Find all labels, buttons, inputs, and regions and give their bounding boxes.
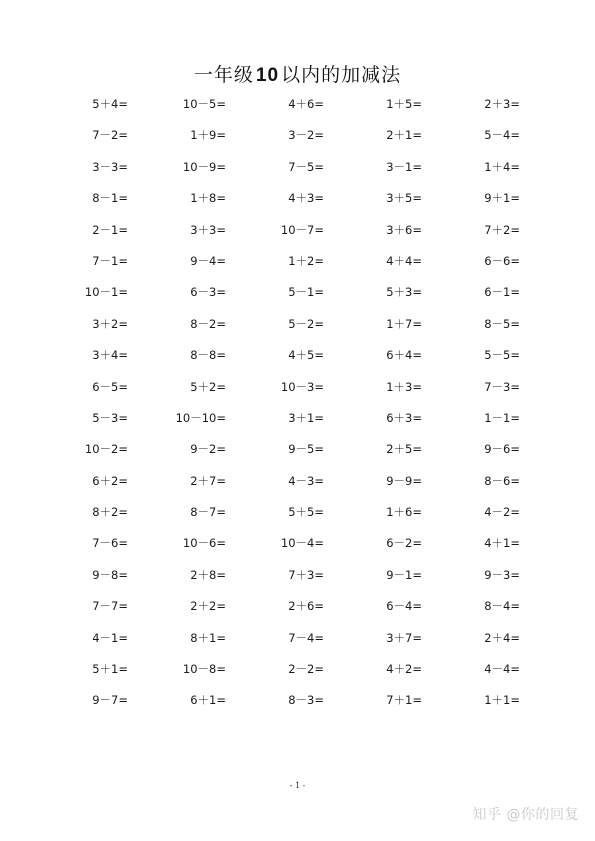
math-problem: 3＋1= bbox=[288, 410, 324, 425]
math-problem: 6－3= bbox=[190, 285, 226, 300]
math-problem: 10－5= bbox=[182, 97, 226, 111]
zhihu-watermark: 知乎 @你的回复 bbox=[472, 807, 579, 823]
problem-grid bbox=[0, 92, 595, 720]
math-problem: 9＋1= bbox=[484, 191, 520, 206]
math-problem: 5－4= bbox=[484, 128, 520, 143]
math-problem: 3－2= bbox=[288, 128, 324, 143]
math-problem: 8－7= bbox=[190, 505, 226, 520]
math-problem: 1＋5= bbox=[386, 97, 422, 111]
math-problem: 9－8= bbox=[92, 567, 128, 582]
math-problem: 9－3= bbox=[484, 567, 520, 582]
problem-row bbox=[0, 657, 595, 688]
problem-row bbox=[0, 343, 595, 374]
math-problem: 6－5= bbox=[92, 379, 128, 394]
math-problem: 10－3= bbox=[280, 379, 324, 394]
math-problem: 6－1= bbox=[484, 285, 520, 300]
problem-row bbox=[0, 375, 595, 406]
problem-row bbox=[0, 594, 595, 625]
math-problem: 2＋5= bbox=[386, 442, 422, 457]
math-problem: 9－7= bbox=[92, 693, 128, 708]
problem-row bbox=[0, 280, 595, 311]
problem-row bbox=[0, 688, 595, 719]
math-problem: 10－9= bbox=[182, 159, 226, 174]
problem-row bbox=[0, 626, 595, 657]
problem-row bbox=[0, 92, 595, 123]
math-problem: 6＋1= bbox=[190, 693, 226, 708]
math-problem: 7－5= bbox=[288, 159, 324, 174]
math-problem: 7－7= bbox=[92, 599, 128, 614]
math-problem: 5＋1= bbox=[92, 662, 128, 677]
page-number: - 1 - bbox=[289, 781, 306, 790]
math-problem: 10－7= bbox=[280, 222, 324, 237]
math-problem: 3＋5= bbox=[386, 191, 422, 206]
math-problem: 6＋3= bbox=[386, 410, 422, 425]
title-prefix: 一年级 bbox=[193, 64, 254, 86]
math-problem: 4＋1= bbox=[484, 536, 520, 551]
math-problem: 8－3= bbox=[288, 693, 324, 708]
math-problem: 3－3= bbox=[92, 159, 128, 174]
math-problem: 8－6= bbox=[484, 473, 520, 488]
math-problem: 8－8= bbox=[190, 348, 226, 363]
math-problem: 9－6= bbox=[484, 442, 520, 457]
math-problem: 9－4= bbox=[190, 253, 226, 268]
page-title bbox=[0, 60, 595, 87]
problem-row bbox=[0, 155, 595, 186]
math-problem: 9－9= bbox=[386, 473, 422, 488]
math-problem: 10－1= bbox=[84, 285, 128, 300]
math-problem: 9－5= bbox=[288, 442, 324, 457]
math-problem: 3＋6= bbox=[386, 222, 422, 237]
math-problem: 3＋4= bbox=[92, 348, 128, 363]
math-problem: 4＋5= bbox=[288, 348, 324, 363]
problem-row bbox=[0, 406, 595, 437]
math-problem: 6－6= bbox=[484, 253, 520, 268]
math-problem: 2－2= bbox=[288, 662, 324, 677]
problem-row bbox=[0, 123, 595, 154]
math-problem: 4－3= bbox=[288, 473, 324, 488]
math-problem: 7－1= bbox=[92, 253, 128, 268]
math-problem: 8－4= bbox=[484, 599, 520, 614]
math-problem: 5＋2= bbox=[190, 379, 226, 394]
math-problem: 2＋3= bbox=[484, 97, 520, 111]
title-number: 10 bbox=[255, 65, 280, 86]
math-problem: 1＋4= bbox=[484, 159, 520, 174]
math-problem: 4＋4= bbox=[386, 253, 422, 268]
math-problem: 9－2= bbox=[190, 442, 226, 457]
problem-row bbox=[0, 312, 595, 343]
problem-row bbox=[0, 249, 595, 280]
math-problem: 7＋1= bbox=[386, 693, 422, 708]
problem-row bbox=[0, 469, 595, 500]
math-problem: 4－1= bbox=[92, 630, 128, 645]
math-problem: 1＋1= bbox=[484, 693, 520, 708]
math-problem: 8＋1= bbox=[190, 630, 226, 645]
math-problem: 2－1= bbox=[92, 222, 128, 237]
math-problem: 10－6= bbox=[182, 536, 226, 551]
problem-row bbox=[0, 186, 595, 217]
problem-row bbox=[0, 500, 595, 531]
math-problem: 10－10= bbox=[175, 410, 226, 425]
math-problem: 2＋8= bbox=[190, 567, 226, 582]
math-problem: 10－4= bbox=[280, 536, 324, 551]
math-problem: 6－4= bbox=[386, 599, 422, 614]
title-suffix: 以内的加减法 bbox=[281, 64, 402, 86]
math-problem: 2＋1= bbox=[386, 128, 422, 143]
math-problem: 1＋2= bbox=[288, 253, 324, 268]
math-problem: 7－4= bbox=[288, 630, 324, 645]
problem-row bbox=[0, 531, 595, 562]
problem-row bbox=[0, 437, 595, 468]
math-problem: 8＋2= bbox=[92, 505, 128, 520]
math-problem: 4－4= bbox=[484, 662, 520, 677]
math-problem: 5＋3= bbox=[386, 285, 422, 300]
math-problem: 5＋4= bbox=[92, 97, 128, 111]
math-problem: 10－8= bbox=[182, 662, 226, 677]
math-problem: 5＋5= bbox=[288, 505, 324, 520]
math-problem: 6＋4= bbox=[386, 348, 422, 363]
problem-row bbox=[0, 218, 595, 249]
math-problem: 8－2= bbox=[190, 316, 226, 331]
math-problem: 4＋6= bbox=[288, 97, 324, 111]
math-problem: 5－3= bbox=[92, 410, 128, 425]
math-problem: 4－2= bbox=[484, 505, 520, 520]
math-problem: 3＋3= bbox=[190, 222, 226, 237]
math-problem: 7－3= bbox=[484, 379, 520, 394]
math-problem: 9－1= bbox=[386, 567, 422, 582]
math-problem: 1＋6= bbox=[386, 505, 422, 520]
math-problem: 6－2= bbox=[386, 536, 422, 551]
math-problem: 2＋7= bbox=[190, 473, 226, 488]
math-problem: 1＋9= bbox=[190, 128, 226, 143]
math-problem: 7＋3= bbox=[288, 567, 324, 582]
math-problem: 2＋2= bbox=[190, 599, 226, 614]
math-problem: 5－1= bbox=[288, 285, 324, 300]
math-problem: 5－5= bbox=[484, 348, 520, 363]
math-problem: 3－1= bbox=[386, 159, 422, 174]
math-problem: 2＋6= bbox=[288, 599, 324, 614]
math-problem: 7－6= bbox=[92, 536, 128, 551]
math-problem: 10－2= bbox=[84, 442, 128, 457]
math-problem: 8－5= bbox=[484, 316, 520, 331]
math-problem: 8－1= bbox=[92, 191, 128, 206]
math-problem: 3＋2= bbox=[92, 316, 128, 331]
math-problem: 3＋7= bbox=[386, 630, 422, 645]
math-problem: 7－2= bbox=[92, 128, 128, 143]
math-problem: 7＋2= bbox=[484, 222, 520, 237]
math-problem: 2＋4= bbox=[484, 630, 520, 645]
math-problem: 1＋3= bbox=[386, 379, 422, 394]
math-problem: 1－1= bbox=[484, 410, 520, 425]
math-problem: 4＋3= bbox=[288, 191, 324, 206]
math-problem: 1＋7= bbox=[386, 316, 422, 331]
math-problem: 4＋2= bbox=[386, 662, 422, 677]
problem-row bbox=[0, 563, 595, 594]
math-problem: 5－2= bbox=[288, 316, 324, 331]
math-problem: 1＋8= bbox=[190, 191, 226, 206]
math-problem: 6＋2= bbox=[92, 473, 128, 488]
